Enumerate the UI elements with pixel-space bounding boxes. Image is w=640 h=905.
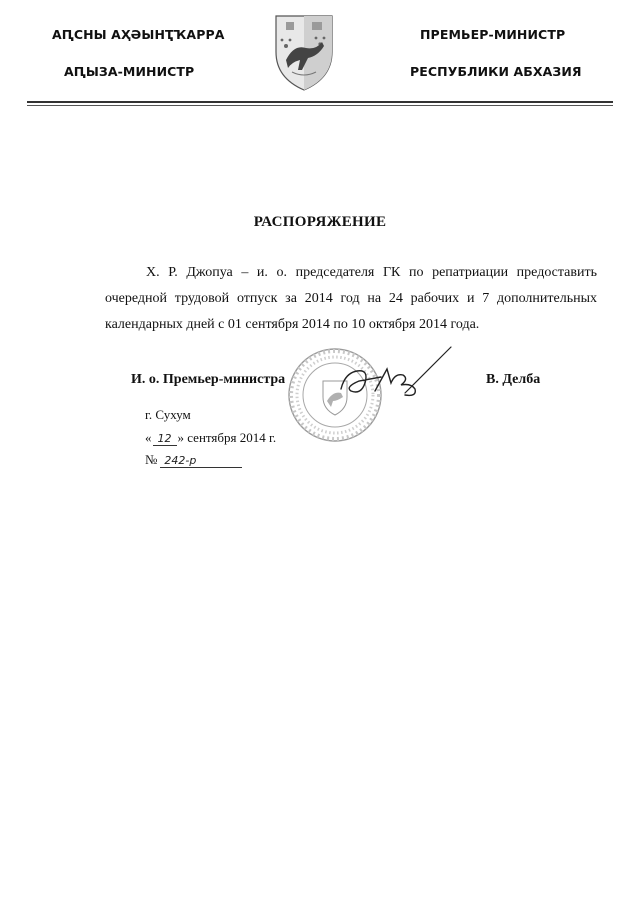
document-body	[105, 260, 597, 338]
order-number-handwritten: 242-р	[160, 455, 242, 468]
header-russian-line2: РЕСПУБЛИКИ АБХАЗИЯ	[410, 64, 582, 79]
coat-of-arms-emblem	[272, 12, 336, 92]
document-title: РАСПОРЯЖЕНИЕ	[253, 214, 387, 230]
body-line: календарных дней с 01 сентября 2014 по 10 октября 2014 года.	[105, 317, 480, 332]
body-line: очередной трудовой отпуск за 2014 год на 24 рабочих и 7 дополнительных	[105, 291, 597, 306]
order-number-label: №	[145, 452, 158, 467]
header-russian-line1: ПРЕМЬЕР-МИНИСТР	[420, 27, 566, 42]
header-rule-thin	[27, 105, 613, 106]
issue-date	[145, 430, 276, 446]
date-month-year: » сентября 2014 г.	[177, 430, 277, 445]
order-number	[145, 452, 242, 468]
handwritten-signature	[335, 343, 455, 403]
header-rule-thick	[27, 101, 613, 103]
signatory-name: В. Делба	[486, 372, 541, 387]
date-open-quote: «	[145, 430, 152, 445]
date-day-handwritten: 12	[153, 433, 177, 446]
header-abkhaz-line2: АԤЫЗА-МИНИСТР	[64, 64, 195, 79]
issue-place: г. Сухум	[145, 407, 191, 422]
body-line: Х. Р. Джопуа – и. о. председателя ГК по репатриации предоставить	[146, 265, 597, 280]
header-abkhaz-line1: АԤСНЫ АҲӘЫНҬҠАРРА	[52, 27, 225, 42]
signatory-title: И. о. Премьер-министра	[131, 372, 286, 387]
